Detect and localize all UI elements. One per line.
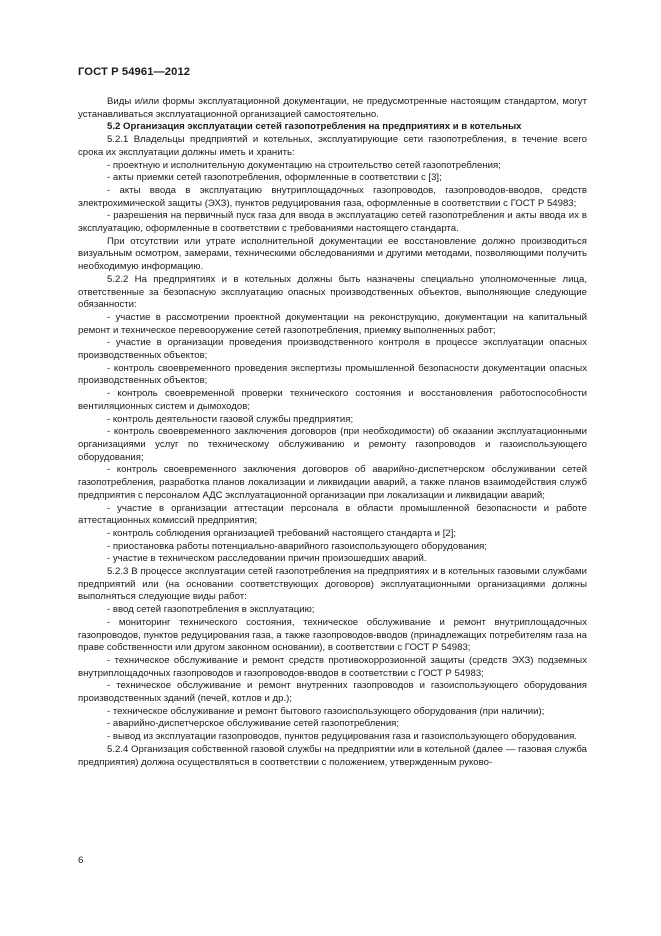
paragraph: 5.2.4 Организация собственной газовой службы на предприятии или в котельной (далее — газовая служба предприятия) должна осуществляться в соответствии с положением, утвержденным руково-	[78, 743, 587, 768]
paragraph: - вывод из эксплуатации газопроводов, пунктов редуцирования газа и газоиспользующего оборудования.	[107, 731, 577, 743]
document-body	[78, 96, 587, 769]
paragraph: - контроль своевременного проведения экспертизы промышленной безопасности документации опасных производственных объектов;	[78, 362, 587, 387]
paragraph: - разрешения на первичный пуск газа для ввода в эксплуатацию сетей газопотребления и акты ввода их в эксплуатацию, оформленные в соответствии с требованиями настоящего стандарта.	[78, 210, 587, 235]
paragraph: - техническое обслуживание и ремонт внутренних газопроводов и газоиспользующего оборудования производственных зданий (печей, котлов и др.);	[78, 680, 587, 705]
paragraph: 5.2.2 На предприятиях и в котельных должны быть назначены специально уполномоченные лица, ответственные за безопасную эксплуатацию опасных производственных объектов, выполняющие следующие обязанности:	[78, 273, 587, 311]
paragraph: - участие в организации аттестации персонала в области промышленной безопасности и работе аттестационных комиссий предприятия;	[78, 502, 587, 527]
paragraph: - ввод сетей газопотребления в эксплуатацию;	[107, 604, 315, 616]
paragraph: - контроль своевременного заключения договоров (при необходимости) об оказании эксплуатационными организациями услуг по техническому обслуживанию и ремонту газопроводов и газоиспользующего оборудования;	[78, 426, 587, 463]
paragraph: 5.2.3 В процессе эксплуатации сетей газопотребления на предприятиях и в котельных газовыми службами предприятий или (на основании соответствующих договоров) эксплуатационными организациями должны выполняться следующие виды работ:	[78, 566, 587, 603]
section-heading: 5.2 Организация эксплуатации сетей газопотребления на предприятиях и в котельных	[107, 121, 522, 133]
paragraph: Виды и/или формы эксплуатационной документации, не предусмотренные настоящим стандартом, могут устанавливаться эксплуатационной организацией самостоятельно.	[78, 96, 587, 120]
paragraph: При отсутствии или утрате исполнительной документации ее восстановление должно производиться визуальным осмотром, замерами, техническими обследованиями и другими методами, позволяющими получить необходимую информацию.	[78, 235, 587, 273]
paragraph: - участие в организации проведения производственного контроля в процессе эксплуатации опасных производственных объектов;	[78, 337, 587, 362]
paragraph: - контроль деятельности газовой службы предприятия;	[107, 413, 354, 425]
paragraph: - приостановка работы потенциально-аварийного газоиспользующего оборудования;	[107, 540, 487, 552]
page-number: 6	[78, 855, 84, 866]
paragraph: - участие в рассмотрении проектной документации на реконструкцию, документации на капитальный ремонт и техническое перевооружение сетей газопотребления, приемку выполненных работ;	[78, 311, 587, 336]
paragraph: - контроль своевременного заключения договоров об аварийно-диспетчерском обслуживании сетей газопотребления, разработка планов локализации и ликвидации аварий, а также планов взаимодействия служб предприятия с персоналом АДС эксплуатационной организации при локализации и ликвидации аварий;	[78, 464, 587, 501]
document-title: ГОСТ Р 54961—2012	[78, 66, 191, 78]
paragraph: 5.2.1 Владельцы предприятий и котельных, эксплуатирующие сети газопотребления, в течение всего срока их эксплуатации должны иметь и хранить:	[78, 134, 587, 158]
paragraph: - техническое обслуживание и ремонт бытового газоиспользующего оборудования (при наличии);	[107, 705, 545, 717]
paragraph: - акты приемки сетей газопотребления, оформленные в соответствии с [3];	[107, 172, 442, 184]
paragraph: - аварийно-диспетчерское обслуживание сетей газопотребления;	[107, 718, 400, 730]
paragraph: - мониторинг технического состояния, техническое обслуживание и ремонт внутриплощадочных газопроводов, пунктов редуцирования газа, а также газопроводов-вводов (принадлежащих потребителям газа на праве собственности или другом законном основании), в соответствии с ГОСТ Р 54983;	[78, 616, 587, 654]
paragraph: - контроль своевременной проверки технического состояния и восстановления работоспособности вентиляционных систем и дымоходов;	[78, 388, 587, 412]
paragraph: - контроль соблюдения организацией требований настоящего стандарта и [2];	[107, 527, 457, 539]
paragraph: - проектную и исполнительную документацию на строительство сетей газопотребления;	[107, 159, 501, 171]
paragraph: - участие в техническом расследовании причин произошедших аварий.	[107, 553, 427, 565]
paragraph: - акты ввода в эксплуатацию внутриплощадочных газопроводов, газопроводов-вводов, средств электрохимической защиты (ЭХЗ), пунктов редуцирования газа, оформленные в соответствии с ГОСТ Р 54983;	[78, 184, 587, 209]
paragraph: - техническое обслуживание и ремонт средств противокоррозионной защиты (средств ЭХЗ) подземных внутриплощадочных газопроводов и газопроводов-вводов в соответствии с ГОСТ Р 54983;	[78, 654, 587, 679]
